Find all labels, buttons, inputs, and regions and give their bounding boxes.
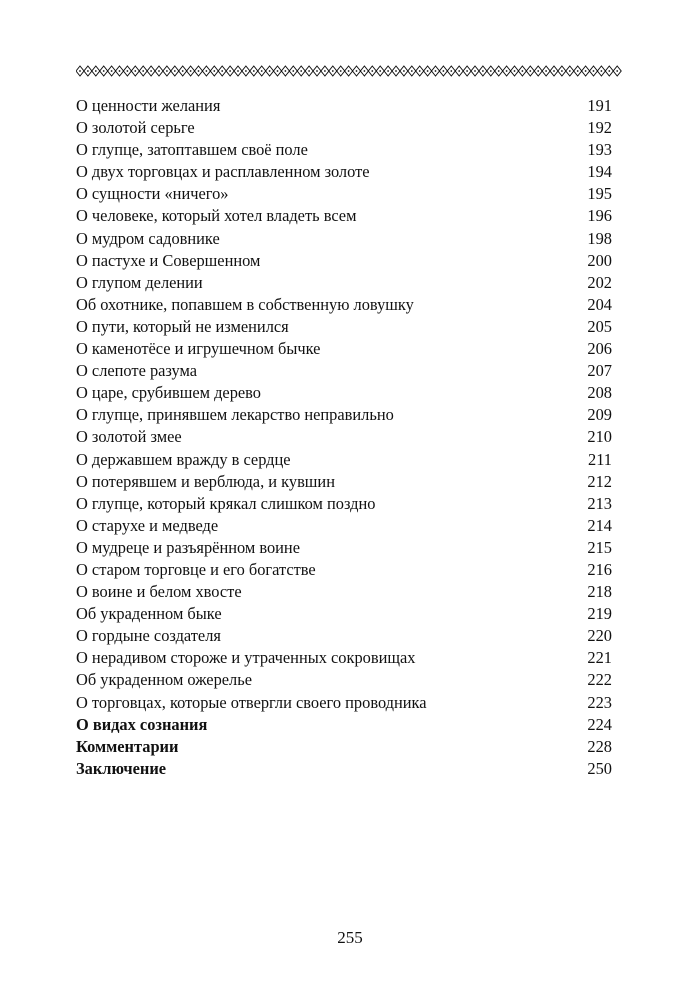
diamond-dot-icon	[561, 70, 563, 72]
diamond-dot-icon	[324, 70, 326, 72]
diamond-dot-icon	[206, 70, 208, 72]
toc-entry-title: О глупом делении	[76, 272, 203, 292]
dot-leader	[245, 596, 586, 597]
diamond-dot-icon	[158, 70, 160, 72]
toc-entry-page: 206	[587, 339, 612, 359]
dot-leader	[206, 287, 586, 288]
diamond-dot-icon	[198, 70, 200, 72]
dot-leader	[263, 265, 585, 266]
diamond-dot-icon	[348, 70, 350, 72]
toc-entry[interactable]	[76, 714, 612, 736]
toc-entry-title: О старухе и медведе	[76, 515, 219, 535]
diamond-dot-icon	[95, 70, 97, 72]
diamond-dot-icon	[443, 70, 445, 72]
diamond-dot-icon	[119, 70, 121, 72]
toc-entry-page: 200	[587, 250, 612, 270]
toc-entry[interactable]	[76, 669, 612, 691]
diamond-dot-icon	[411, 70, 413, 72]
toc-entry-page: 202	[587, 272, 612, 292]
diamond-dot-icon	[285, 70, 287, 72]
toc-entry-title: О воине и белом хвосте	[76, 582, 242, 602]
toc-entry-title: О мудреце и разъярённом воине	[76, 537, 300, 557]
toc-entry[interactable]	[76, 559, 612, 581]
dot-leader	[264, 397, 585, 398]
toc-entry-title: Об украденном быке	[76, 604, 222, 624]
toc-entry[interactable]	[76, 316, 612, 338]
decorative-diamond-border	[76, 64, 624, 78]
toc-entry-title: О старом торговце и его богатстве	[76, 559, 316, 579]
toc-entry-title: Об украденном ожерелье	[76, 670, 252, 690]
diamond-dot-icon	[466, 70, 468, 72]
toc-entry-title: О торговцах, которые отвергли своего проводника	[76, 692, 427, 712]
diamond-dot-icon	[506, 70, 508, 72]
dot-leader	[303, 552, 585, 553]
diamond-dot-icon	[229, 70, 231, 72]
toc-entry-page: 209	[587, 405, 612, 425]
toc-entry-title: О глупце, который крякал слишком поздно	[76, 493, 376, 513]
dot-leader	[185, 441, 586, 442]
toc-entry-title: О видах сознания	[76, 714, 208, 734]
diamond-dot-icon	[356, 70, 358, 72]
toc-entry-title: О золотой змее	[76, 427, 182, 447]
diamond-dot-icon	[514, 70, 516, 72]
diamond-dot-icon	[474, 70, 476, 72]
toc-entry-page: 211	[588, 449, 612, 469]
diamond-dot-icon	[269, 70, 271, 72]
dot-leader	[323, 353, 585, 354]
diamond-dot-icon	[585, 70, 587, 72]
dot-leader	[359, 220, 585, 221]
diamond-dot-icon	[601, 70, 603, 72]
dot-leader	[255, 684, 585, 685]
toc-entry[interactable]	[76, 205, 612, 227]
toc-entry[interactable]	[76, 537, 612, 559]
dot-leader	[224, 640, 585, 641]
toc-entry[interactable]	[76, 493, 612, 515]
diamond-dot-icon	[166, 70, 168, 72]
diamond-dot-icon	[245, 70, 247, 72]
dot-leader	[418, 662, 585, 663]
toc-entry-title: Комментарии	[76, 736, 179, 756]
dot-leader	[430, 707, 586, 708]
dot-leader	[169, 773, 585, 774]
diamond-dot-icon	[450, 70, 452, 72]
toc-entry-page: 207	[587, 361, 612, 381]
diamond-dot-icon	[608, 70, 610, 72]
diamond-dot-icon	[190, 70, 192, 72]
diamond-chain-icon	[76, 66, 621, 76]
diamond-dot-icon	[79, 70, 81, 72]
dot-leader	[397, 419, 586, 420]
toc-entry[interactable]	[76, 647, 612, 669]
toc-entry[interactable]	[76, 250, 612, 272]
dot-leader	[417, 309, 586, 310]
dot-leader	[223, 110, 585, 111]
toc-entry-title: О каменотёсе и игрушечном бычке	[76, 339, 321, 359]
toc-entry-page: 228	[587, 736, 612, 756]
diamond-dot-icon	[292, 70, 294, 72]
diamond-dot-icon	[490, 70, 492, 72]
dot-leader	[200, 375, 585, 376]
diamond-dot-icon	[103, 70, 105, 72]
toc-entry-page: 213	[587, 493, 612, 513]
dot-leader	[181, 751, 585, 752]
diamond-dot-icon	[435, 70, 437, 72]
toc-entry-title: О гордыне создателя	[76, 626, 221, 646]
diamond-dot-icon	[182, 70, 184, 72]
diamond-dot-icon	[213, 70, 215, 72]
dot-leader	[338, 486, 585, 487]
toc-entry[interactable]	[76, 426, 612, 448]
toc-entry-page: 223	[587, 692, 612, 712]
toc-entry[interactable]	[76, 515, 612, 537]
diamond-dot-icon	[458, 70, 460, 72]
diamond-dot-icon	[577, 70, 579, 72]
diamond-dot-icon	[403, 70, 405, 72]
diamond-dot-icon	[308, 70, 310, 72]
toc-entry-page: 221	[587, 648, 612, 668]
toc-entry-title: О золотой серьге	[76, 118, 195, 138]
toc-entry[interactable]	[76, 382, 612, 404]
toc-entry[interactable]	[76, 581, 612, 603]
diamond-dot-icon	[387, 70, 389, 72]
diamond-dot-icon	[616, 70, 618, 72]
diamond-dot-icon	[419, 70, 421, 72]
toc-entry[interactable]	[76, 272, 612, 294]
toc-entry[interactable]	[76, 603, 612, 625]
toc-entry-page: 214	[587, 515, 612, 535]
toc-entry-page: 215	[587, 537, 612, 557]
toc-entry[interactable]	[76, 117, 612, 139]
toc-entry-title: О державшем вражду в сердце	[76, 449, 291, 469]
toc-entry-page: 198	[587, 228, 612, 248]
toc-entry-page: 204	[587, 294, 612, 314]
dot-leader	[378, 508, 585, 509]
toc-entry-page: 208	[587, 383, 612, 403]
toc-entry-title: О глупце, затоптавшем своё поле	[76, 140, 308, 160]
toc-entry-title: О слепоте разума	[76, 361, 198, 381]
toc-entry-title: О ценности желания	[76, 96, 221, 115]
toc-entry[interactable]	[76, 625, 612, 647]
toc-entry-title: О сущности «ничего»	[76, 184, 229, 204]
toc-entry-page: 205	[587, 316, 612, 336]
toc-entry-page: 191	[587, 96, 612, 115]
toc-entry-page: 218	[587, 582, 612, 602]
toc-entry[interactable]	[76, 338, 612, 360]
diamond-dot-icon	[498, 70, 500, 72]
toc-entry-page: 250	[587, 758, 612, 778]
diamond-dot-icon	[174, 70, 176, 72]
dot-leader	[311, 154, 586, 155]
toc-entry-title: О человеке, который хотел владеть всем	[76, 206, 357, 226]
toc-entry[interactable]	[76, 449, 612, 471]
toc-entry[interactable]	[76, 404, 612, 426]
toc-entry-page: 192	[587, 118, 612, 138]
toc-entry-title: Об охотнике, попавшем в собственную ловушку	[76, 294, 414, 314]
dot-leader	[373, 176, 586, 177]
toc-entry-title: О пастухе и Совершенном	[76, 250, 261, 270]
diamond-dot-icon	[237, 70, 239, 72]
diamond-dot-icon	[364, 70, 366, 72]
diamond-dot-icon	[221, 70, 223, 72]
toc-entry-title: О двух торговцах и расплавленном золоте	[76, 162, 370, 182]
toc-entry[interactable]	[76, 294, 612, 316]
toc-entry-page: 222	[587, 670, 612, 690]
diamond-dot-icon	[593, 70, 595, 72]
toc-entry-title: О потерявшем и верблюда, и кувшин	[76, 471, 335, 491]
diamond-dot-icon	[253, 70, 255, 72]
diamond-dot-icon	[332, 70, 334, 72]
toc-entry-page: 195	[587, 184, 612, 204]
diamond-dot-icon	[395, 70, 397, 72]
diamond-dot-icon	[482, 70, 484, 72]
toc-entry[interactable]	[76, 692, 612, 714]
toc-entry[interactable]	[76, 471, 612, 493]
diamond-dot-icon	[87, 70, 89, 72]
diamond-dot-icon	[427, 70, 429, 72]
diamond-dot-icon	[142, 70, 144, 72]
dot-leader	[294, 464, 586, 465]
dot-leader	[319, 574, 586, 575]
dot-leader	[210, 729, 585, 730]
toc-entry[interactable]	[76, 161, 612, 183]
toc-entry-page: 210	[587, 427, 612, 447]
diamond-dot-icon	[300, 70, 302, 72]
dot-leader	[231, 198, 585, 199]
toc-entry-page: 220	[587, 626, 612, 646]
toc-entry-page: 219	[587, 604, 612, 624]
diamond-dot-icon	[340, 70, 342, 72]
dot-leader	[225, 618, 586, 619]
dot-leader	[223, 243, 586, 244]
diamond-dot-icon	[261, 70, 263, 72]
toc-entry-title: О царе, срубившем дерево	[76, 383, 262, 403]
toc-entry-page: 194	[587, 162, 612, 182]
toc-entry[interactable]	[76, 228, 612, 250]
toc-entry[interactable]	[76, 736, 612, 758]
toc-entry-page: 196	[587, 206, 612, 226]
diamond-dot-icon	[150, 70, 152, 72]
toc-entry-title: Заключение	[76, 758, 167, 778]
diamond-dot-icon	[111, 70, 113, 72]
diamond-dot-icon	[537, 70, 539, 72]
toc-entry[interactable]	[76, 360, 612, 382]
page-number: 255	[337, 928, 363, 947]
toc-entry-title: О пути, который не изменился	[76, 316, 289, 336]
diamond-dot-icon	[316, 70, 318, 72]
toc-entry-page: 216	[587, 559, 612, 579]
dot-leader	[221, 530, 585, 531]
toc-entry-page: 224	[587, 714, 612, 734]
diamond-dot-icon	[134, 70, 136, 72]
table-of-contents	[76, 95, 612, 780]
diamond-dot-icon	[553, 70, 555, 72]
toc-entry-title: О нерадивом стороже и утраченных сокровищах	[76, 648, 416, 668]
diamond-dot-icon	[371, 70, 373, 72]
diamond-dot-icon	[379, 70, 381, 72]
toc-entry-page: 212	[587, 471, 612, 491]
toc-entry-title: О мудром садовнике	[76, 228, 220, 248]
toc-entry[interactable]	[76, 758, 612, 780]
diamond-dot-icon	[127, 70, 129, 72]
diamond-dot-icon	[522, 70, 524, 72]
toc-entry-title: О глупце, принявшем лекарство неправильно	[76, 405, 394, 425]
diamond-dot-icon	[277, 70, 279, 72]
diamond-dot-icon	[569, 70, 571, 72]
toc-entry[interactable]	[76, 95, 612, 117]
dot-leader	[292, 331, 586, 332]
diamond-dot-icon	[545, 70, 547, 72]
diamond-dot-icon	[529, 70, 531, 72]
toc-entry-page: 193	[587, 140, 612, 160]
toc-entry[interactable]	[76, 183, 612, 205]
toc-entry[interactable]	[76, 139, 612, 161]
dot-leader	[198, 132, 586, 133]
